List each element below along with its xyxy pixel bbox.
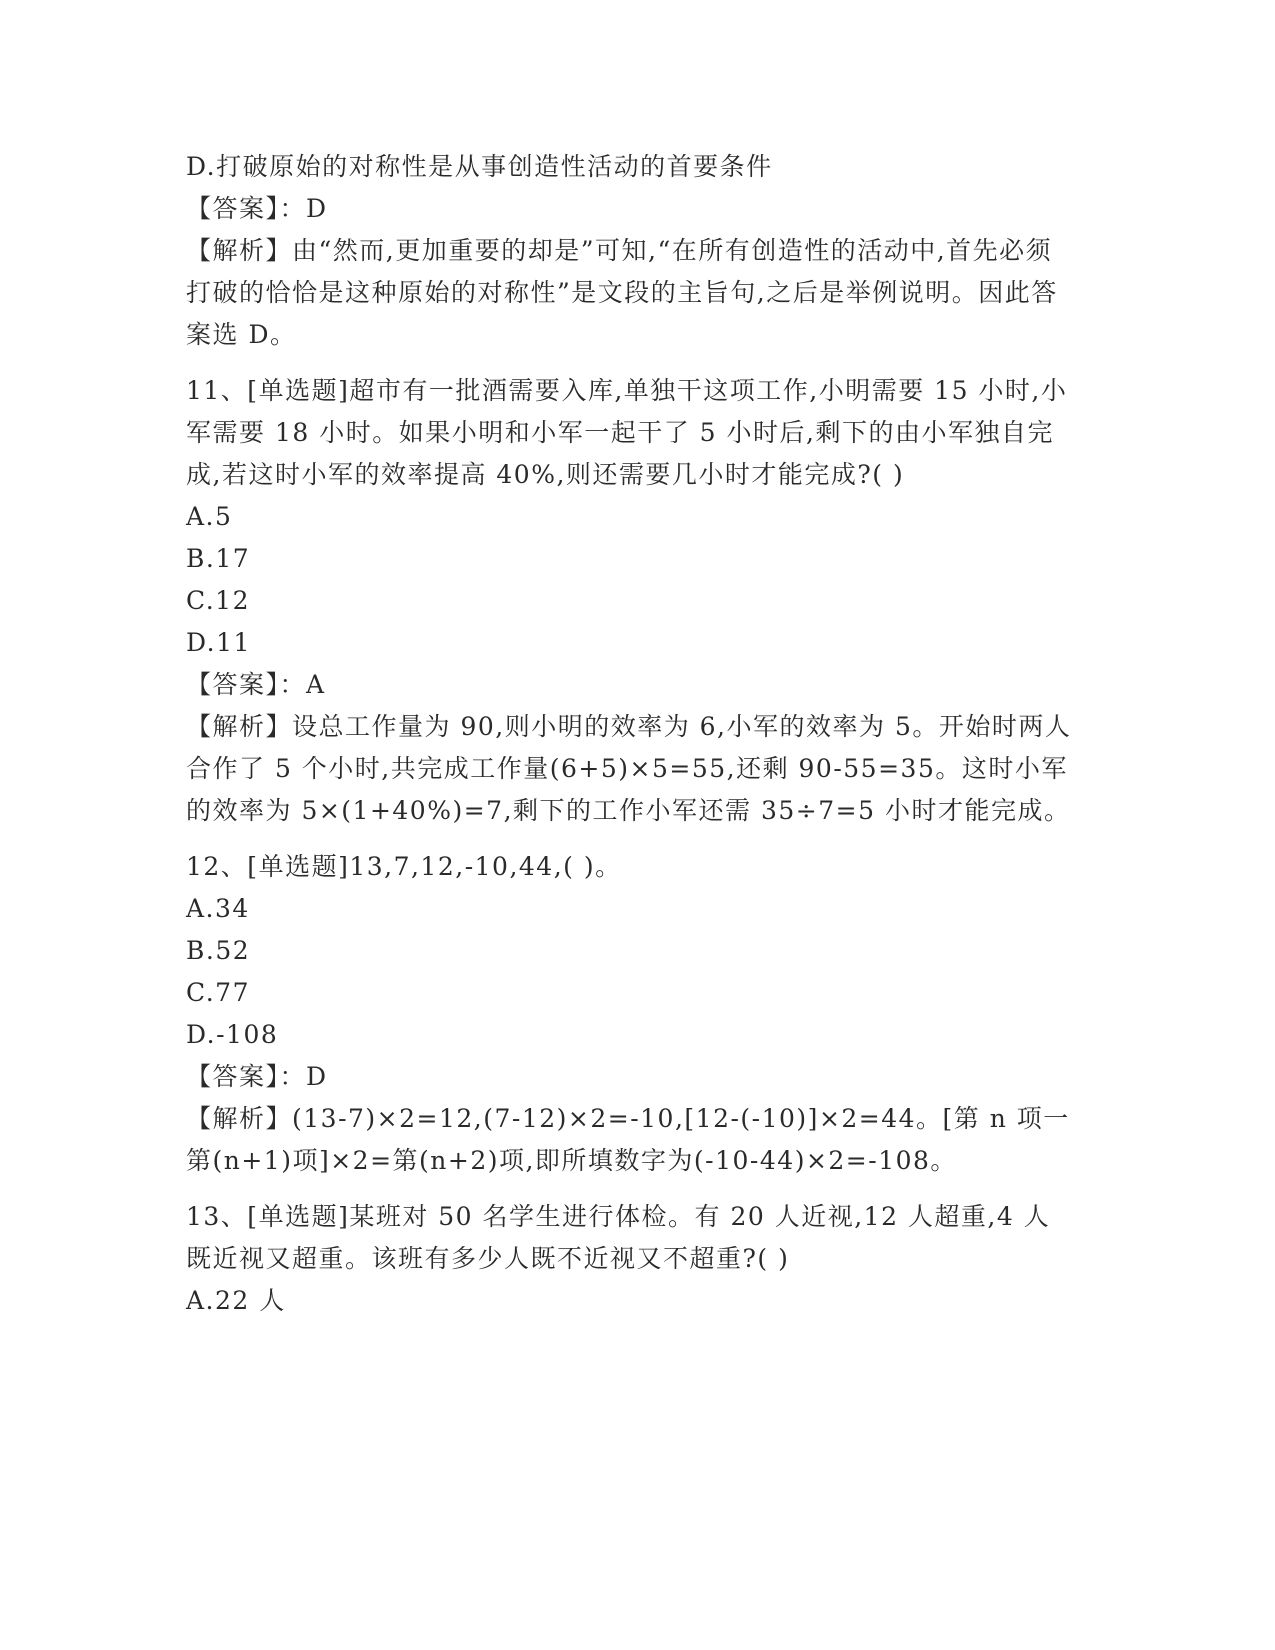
q12-analysis: 【解析】(13-7)×2=12,(7-12)×2=-10,[12-(-10)]×2=44。[第 n 项一第(n+1)项]×2=第(n+2)项,即所填数字为(-10-44)×2=-108。 — [186, 1104, 1070, 1175]
q13-option-a: A.22 人 — [186, 1286, 286, 1315]
q12-option-c: C.77 — [186, 978, 250, 1007]
spacer — [186, 1182, 1076, 1196]
q11-option-c: C.12 — [186, 586, 250, 615]
q12-option-a: A.34 — [186, 894, 250, 923]
q13-stem: 13、[单选题]某班对 50 名学生进行体检。有 20 人近视,12 人超重,4 人既近视又超重。该班有多少人既不近视又不超重?( ) — [186, 1202, 1051, 1273]
q11-option-b: B.17 — [186, 544, 251, 573]
q11-answer: 【答案】：A — [186, 670, 326, 699]
q12-option-d: D.-108 — [186, 1020, 279, 1049]
q10-answer: 【答案】：D — [186, 194, 328, 223]
q10-analysis: 【解析】由“然而,更加重要的却是”可知,“在所有创造性的活动中,首先必须打破的恰恰是这种原始的对称性”是文段的主旨句,之后是举例说明。因此答案选 D。 — [186, 236, 1058, 349]
q11-option-d: D.11 — [186, 628, 251, 657]
spacer — [186, 356, 1076, 370]
q11-option-a: A.5 — [186, 502, 233, 531]
q10-option-d: D.打破原始的对称性是从事创造性活动的首要条件 — [186, 152, 773, 181]
q12-option-b: B.52 — [186, 936, 251, 965]
q12-answer: 【答案】：D — [186, 1062, 328, 1091]
q11-stem: 11、[单选题]超市有一批酒需要入库,单独干这项工作,小明需要 15 小时,小军需要 18 小时。如果小明和小军一起干了 5 小时后,剩下的由小军独自完成,若这时小军的效率提高 40%,则还需要几小时才能完成?( ) — [186, 376, 1068, 489]
content-area — [186, 146, 1076, 1322]
q12-stem: 12、[单选题]13,7,12,-10,44,( )。 — [186, 852, 622, 881]
spacer — [186, 832, 1076, 846]
q11-analysis: 【解析】设总工作量为 90,则小明的效率为 6,小军的效率为 5。开始时两人合作了 5 个小时,共完成工作量(6+5)×5=55,还剩 90-55=35。这时小军的效率为 5×(1+40%)=7,剩下的工作小军还需 35÷7=5 小时才能完成。 — [186, 712, 1072, 825]
